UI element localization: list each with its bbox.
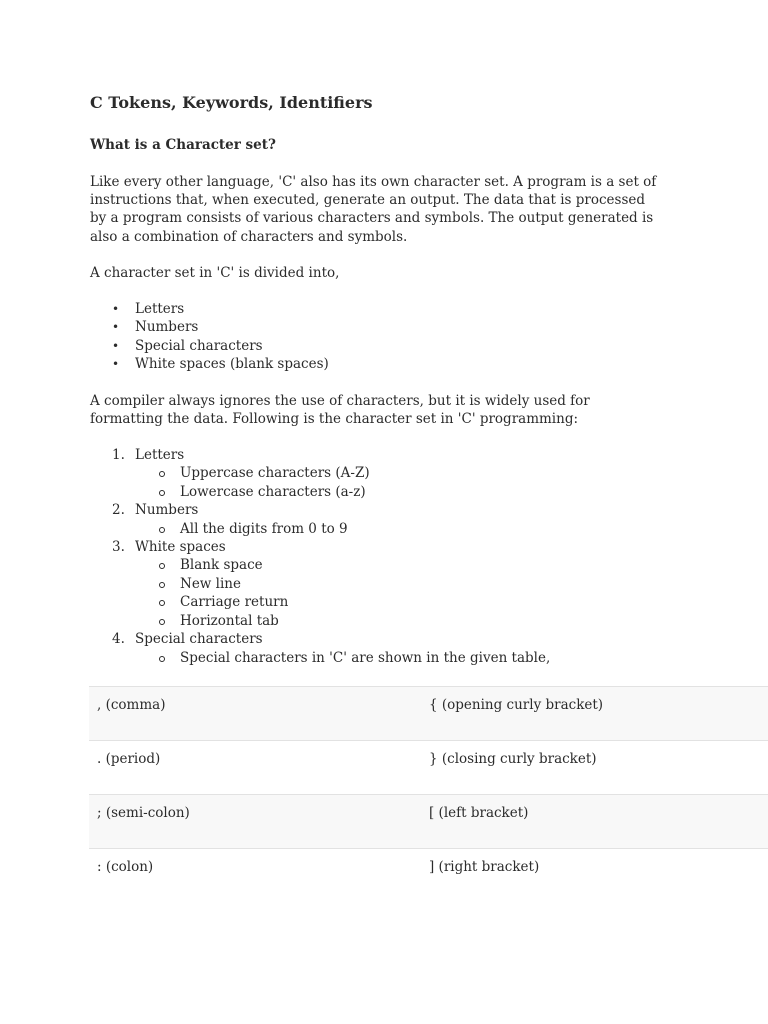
character-set-item [90,501,768,538]
item-number: 3. [112,539,125,556]
sub-item: Special characters in 'C' are shown in the given table, [135,649,768,667]
category-item: • Numbers [90,318,768,336]
character-set-item [90,630,768,667]
category-item: • White spaces (blank spaces) [90,355,768,373]
sub-list [135,556,768,630]
table-row [89,741,768,795]
sub-item: Uppercase characters (A-Z) [135,464,768,482]
sub-list [135,464,768,501]
special-characters-table [89,686,768,903]
sub-item: Horizontal tab [135,612,768,630]
item-label: Special characters [135,631,263,648]
table-cell: ; (semi-colon) [89,795,421,849]
table-cell: : (colon) [89,849,421,903]
character-set-item [90,446,768,501]
table-cell: } (closing curly bracket) [421,741,768,795]
divided-paragraph: A character set in 'C' is divided into, [90,264,340,281]
table-cell: . (period) [89,741,421,795]
item-label: Numbers [135,502,199,519]
document-body [90,92,768,667]
table-cell: , (comma) [89,687,421,741]
category-list [90,300,768,374]
item-number: 4. [112,631,125,648]
sub-item: Carriage return [135,593,768,611]
table-cell: { (opening curly bracket) [421,687,768,741]
table-row [89,849,768,903]
sub-item: Lowercase characters (a-z) [135,483,768,501]
sub-item: New line [135,575,768,593]
item-label: Letters [135,447,185,464]
table-row [89,795,768,849]
sub-item: All the digits from 0 to 9 [135,520,768,538]
intro-paragraph: Like every other language, 'C' also has its own character set. A program is a set of instructions that, when executed, generate an output. The data that is processed by a program consists of various characters and symbols. The output generated is also a combination of characters and symbols. [90,174,657,245]
sub-item: Blank space [135,556,768,574]
category-item: • Special characters [90,337,768,355]
item-label: White spaces [135,539,226,556]
sub-list [135,649,768,667]
character-set-list [90,446,768,667]
item-number: 2. [112,502,125,519]
compiler-paragraph: A compiler always ignores the use of characters, but it is widely used for formatting the data. Following is the character set in 'C' programming: [90,392,590,427]
section-heading: What is a Character set? [90,137,276,153]
table-row [89,687,768,741]
page-title: C Tokens, Keywords, Identifiers [90,93,373,112]
table-cell: ] (right bracket) [421,849,768,903]
character-set-item [90,538,768,630]
item-number: 1. [112,447,125,464]
table-cell: [ (left bracket) [421,795,768,849]
category-item: • Letters [90,300,768,318]
sub-list [135,520,768,538]
